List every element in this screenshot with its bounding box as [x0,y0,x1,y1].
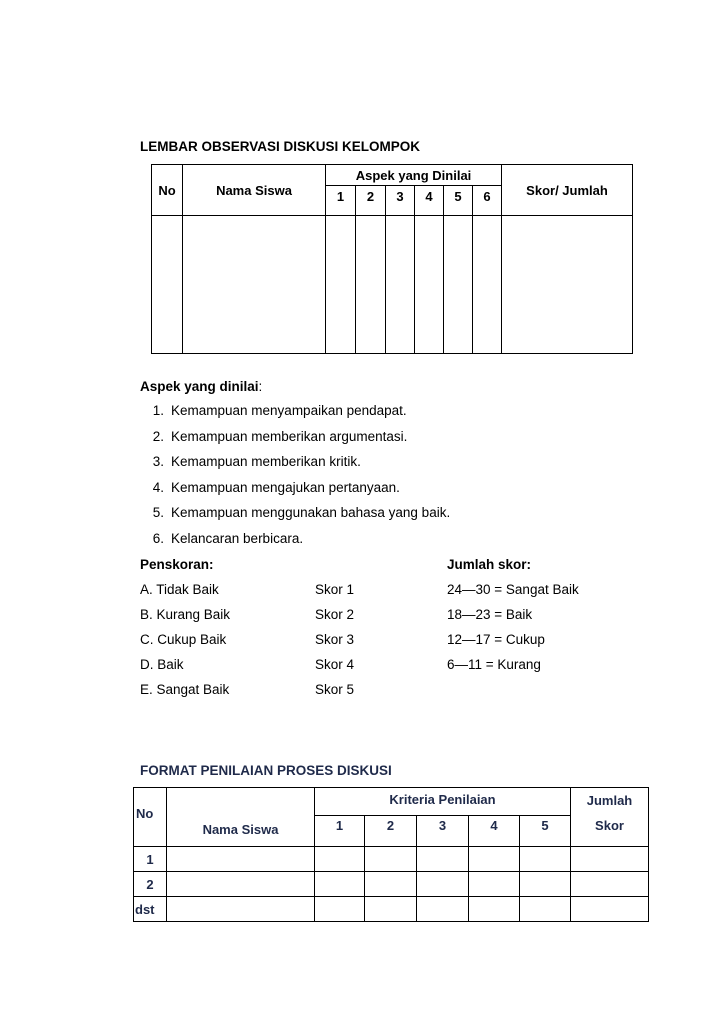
row-no: 1 [134,847,167,872]
aspek-num: 4 [415,186,444,216]
header-skor-jumlah: Skor/ Jumlah [502,165,633,216]
empty-cell [571,872,649,897]
list-text: Kemampuan memberikan kritik. [171,454,361,470]
penskoran-heading: Penskoran: [140,557,214,572]
list-item [140,530,450,556]
empty-cell [356,216,386,354]
list-item [140,479,450,505]
penskoran-skor: Skor 1 [315,582,355,597]
aspek-heading-colon: : [258,379,263,394]
penskoran-jumlah: 18—23 = Baik [447,607,533,622]
empty-cell [444,216,473,354]
list-item [140,453,450,479]
empty-cell [152,216,183,354]
aspek-heading [140,379,262,394]
empty-cell [167,897,315,922]
header-nama-siswa: Nama Siswa [183,165,326,216]
empty-cell [469,847,520,872]
penskoran-skor: Skor 5 [315,682,355,697]
table-row [134,872,649,897]
observation-table [151,164,633,354]
empty-cell [417,872,469,897]
header-aspek: Aspek yang Dinilai [326,165,502,186]
penskoran-jumlah: 6—11 = Kurang [447,657,541,672]
header-no: No [152,165,183,216]
empty-cell [417,897,469,922]
empty-cell [417,847,469,872]
empty-cell [365,897,417,922]
list-text: Kemampuan menyampaikan pendapat. [171,403,407,418]
penskoran-kategori: B. Kurang Baik [140,607,231,622]
kriteria-num: 2 [365,816,417,847]
penskoran-skor: Skor 4 [315,657,355,672]
list-number: 4. [152,479,164,495]
header-skor: Skor [571,816,649,847]
empty-cell [502,216,633,354]
aspek-list [140,402,450,556]
aspek-num: 3 [386,186,415,216]
penskoran-skor: Skor 3 [315,632,355,647]
list-text: Kemampuan mengajukan pertanyaan. [171,479,400,495]
empty-cell [183,216,326,354]
table-row [134,847,649,872]
empty-cell [469,872,520,897]
header-no: No [134,788,167,847]
empty-cell [520,897,571,922]
kriteria-num: 5 [520,816,571,847]
empty-cell [315,897,365,922]
empty-cell [315,847,365,872]
empty-cell [315,872,365,897]
list-number: 6. [152,530,164,546]
aspek-num: 1 [326,186,356,216]
list-item [140,428,450,454]
aspek-num: 2 [356,186,386,216]
list-number: 3. [152,454,164,470]
empty-cell [167,872,315,897]
aspek-num: 6 [473,186,502,216]
empty-cell [571,847,649,872]
kriteria-num: 1 [315,816,365,847]
list-item [140,504,450,530]
assessment-format-title: FORMAT PENILAIAN PROSES DISKUSI [140,763,392,778]
aspek-heading-label: Aspek yang dinilai [140,379,259,394]
penskoran-kategori: D. Baik [140,657,184,672]
empty-cell [167,847,315,872]
row-no: dst [134,897,167,922]
observation-sheet-title: LEMBAR OBSERVASI DISKUSI KELOMPOK [140,139,421,154]
list-text: Kelancaran berbicara. [171,530,304,546]
list-number: 2. [152,428,164,444]
empty-cell [365,872,417,897]
empty-cell [469,897,520,922]
header-jumlah: Jumlah [571,788,649,816]
penskoran-jumlah: 24—30 = Sangat Baik [447,582,579,597]
list-number: 1. [152,403,164,418]
empty-cell [415,216,444,354]
penskoran-jumlah: 12—17 = Cukup [447,632,545,647]
header-kriteria: Kriteria Penilaian [315,788,571,816]
header-nama-siswa: Nama Siswa [167,788,315,847]
list-text: Kemampuan memberikan argumentasi. [171,428,408,444]
jumlah-skor-heading: Jumlah skor: [447,557,532,572]
assessment-table [133,787,649,922]
list-number: 5. [152,505,164,521]
kriteria-num: 4 [469,816,520,847]
list-item [140,402,450,428]
penskoran-kategori: C. Cukup Baik [140,632,227,647]
penskoran-skor: Skor 2 [315,607,355,622]
kriteria-num: 3 [417,816,469,847]
empty-cell [326,216,356,354]
empty-cell [473,216,502,354]
aspek-num: 5 [444,186,473,216]
empty-cell [365,847,417,872]
penskoran-kategori: E. Sangat Baik [140,682,230,697]
empty-cell [571,897,649,922]
table-row [134,897,649,922]
penskoran-kategori: A. Tidak Baik [140,582,219,597]
list-text: Kemampuan menggunakan bahasa yang baik. [171,505,451,521]
empty-cell [386,216,415,354]
empty-cell [520,872,571,897]
row-no: 2 [134,872,167,897]
empty-cell [520,847,571,872]
